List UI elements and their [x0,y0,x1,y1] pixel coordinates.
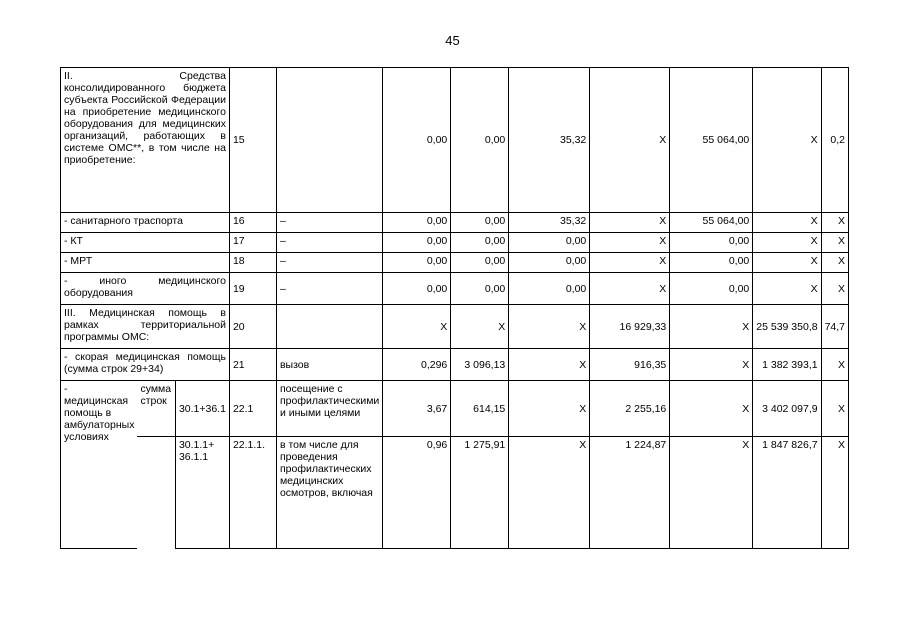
cell-value: 1 275,91 [451,437,509,549]
table-row [61,349,849,381]
cell-value: 0,00 [451,213,509,233]
table-row [61,437,849,549]
cell-value: X [821,437,848,549]
cell-value: X [753,233,821,253]
cell-value: 1 224,87 [590,437,670,549]
cell-value: X [590,68,670,213]
row-unit: – [276,273,382,305]
cell-value: X [509,305,590,349]
row-number: 22.1.1. [229,437,276,549]
row-name: - иного медицинского оборудования [61,273,230,305]
table-row [61,253,849,273]
cell-value: 0,00 [451,68,509,213]
cell-value: 0,00 [670,253,753,273]
table-row [61,305,849,349]
cell-value: 25 539 350,8 [753,305,821,349]
cell-value: X [670,305,753,349]
cell-value: 55 064,00 [670,68,753,213]
row-unit [276,305,382,349]
cell-value: 0,00 [383,68,451,213]
row-number: 21 [229,349,276,381]
cell-value: X [451,305,509,349]
cell-value: X [670,349,753,381]
cell-value: X [383,305,451,349]
data-table [60,67,849,549]
table-row [61,273,849,305]
cell-value: 3 402 097,9 [753,381,821,437]
row-unit: посещение с профилактическими и иными целями [276,381,382,437]
cell-value: X [670,437,753,549]
sum-label: сумма строк [137,381,175,437]
row-name: - КТ [61,233,230,253]
cell-value: 0,00 [670,273,753,305]
cell-value: 0,296 [383,349,451,381]
cell-value: 0,00 [383,253,451,273]
row-name: - скорая медицинская помощь (сумма строк 29+34) [61,349,230,381]
row-unit [276,68,382,213]
cell-value: 0,2 [821,68,848,213]
cell-value: 16 929,33 [590,305,670,349]
cell-value: 35,32 [509,213,590,233]
cell-value: 0,00 [383,213,451,233]
cell-value: X [753,213,821,233]
page-number: 45 [445,33,460,48]
cell-value: X [821,213,848,233]
cell-value: 74,7 [821,305,848,349]
cell-value: X [821,253,848,273]
cell-value: X [753,68,821,213]
sum-reference: 30.1.1+ 36.1.1 [175,437,229,549]
cell-value: X [590,233,670,253]
row-name: II. Средства консолидированного бюджета субъекта Российской Федерации на приобретение медицинского оборудования для медицинских организаций, работающих в системе ОМС**, в том числе на приобретение: [61,68,230,213]
row-number: 18 [229,253,276,273]
cell-value: 0,00 [451,273,509,305]
cell-value: 35,32 [509,68,590,213]
cell-value: X [590,273,670,305]
row-unit: вызов [276,349,382,381]
row-number: 19 [229,273,276,305]
row-unit: – [276,233,382,253]
cell-value: X [753,273,821,305]
row-name: - медицинская помощь в амбулаторных условиях [61,381,138,549]
cell-value: X [590,213,670,233]
row-name: III. Медицинская помощь в рамках территориальной программы ОМС: [61,305,230,349]
table-row [61,213,849,233]
cell-value: 2 255,16 [590,381,670,437]
cell-value: 0,96 [383,437,451,549]
row-number: 15 [229,68,276,213]
cell-value: X [509,349,590,381]
cell-value: X [821,381,848,437]
cell-value: 3,67 [383,381,451,437]
row-unit: – [276,253,382,273]
cell-value: 3 096,13 [451,349,509,381]
cell-value: 0,00 [509,253,590,273]
sum-label-continuation [137,437,175,549]
row-number: 17 [229,233,276,253]
cell-value: 1 382 393,1 [753,349,821,381]
cell-value: X [509,381,590,437]
cell-value: 0,00 [383,233,451,253]
cell-value: 0,00 [451,253,509,273]
row-name: - санитарного траспорта [61,213,230,233]
table-row [61,381,849,437]
sum-reference: 30.1+36.1 [175,381,229,437]
row-name: - МРТ [61,253,230,273]
cell-value: X [590,253,670,273]
cell-value: X [753,253,821,273]
cell-value: 0,00 [509,273,590,305]
cell-value: 1 847 826,7 [753,437,821,549]
row-number: 16 [229,213,276,233]
cell-value: 0,00 [509,233,590,253]
table-row [61,68,849,213]
cell-value: X [821,273,848,305]
row-unit: в том числе для проведения профилактических медицинских осмотров, включая [276,437,382,549]
cell-value: X [670,381,753,437]
cell-value: X [509,437,590,549]
cell-value: 0,00 [383,273,451,305]
row-unit: – [276,213,382,233]
cell-value: 0,00 [670,233,753,253]
cell-value: 614,15 [451,381,509,437]
cell-value: 0,00 [451,233,509,253]
cell-value: X [821,349,848,381]
table-row [61,233,849,253]
cell-value: 55 064,00 [670,213,753,233]
cell-value: X [821,233,848,253]
row-number: 20 [229,305,276,349]
row-number: 22.1 [229,381,276,437]
cell-value: 916,35 [590,349,670,381]
